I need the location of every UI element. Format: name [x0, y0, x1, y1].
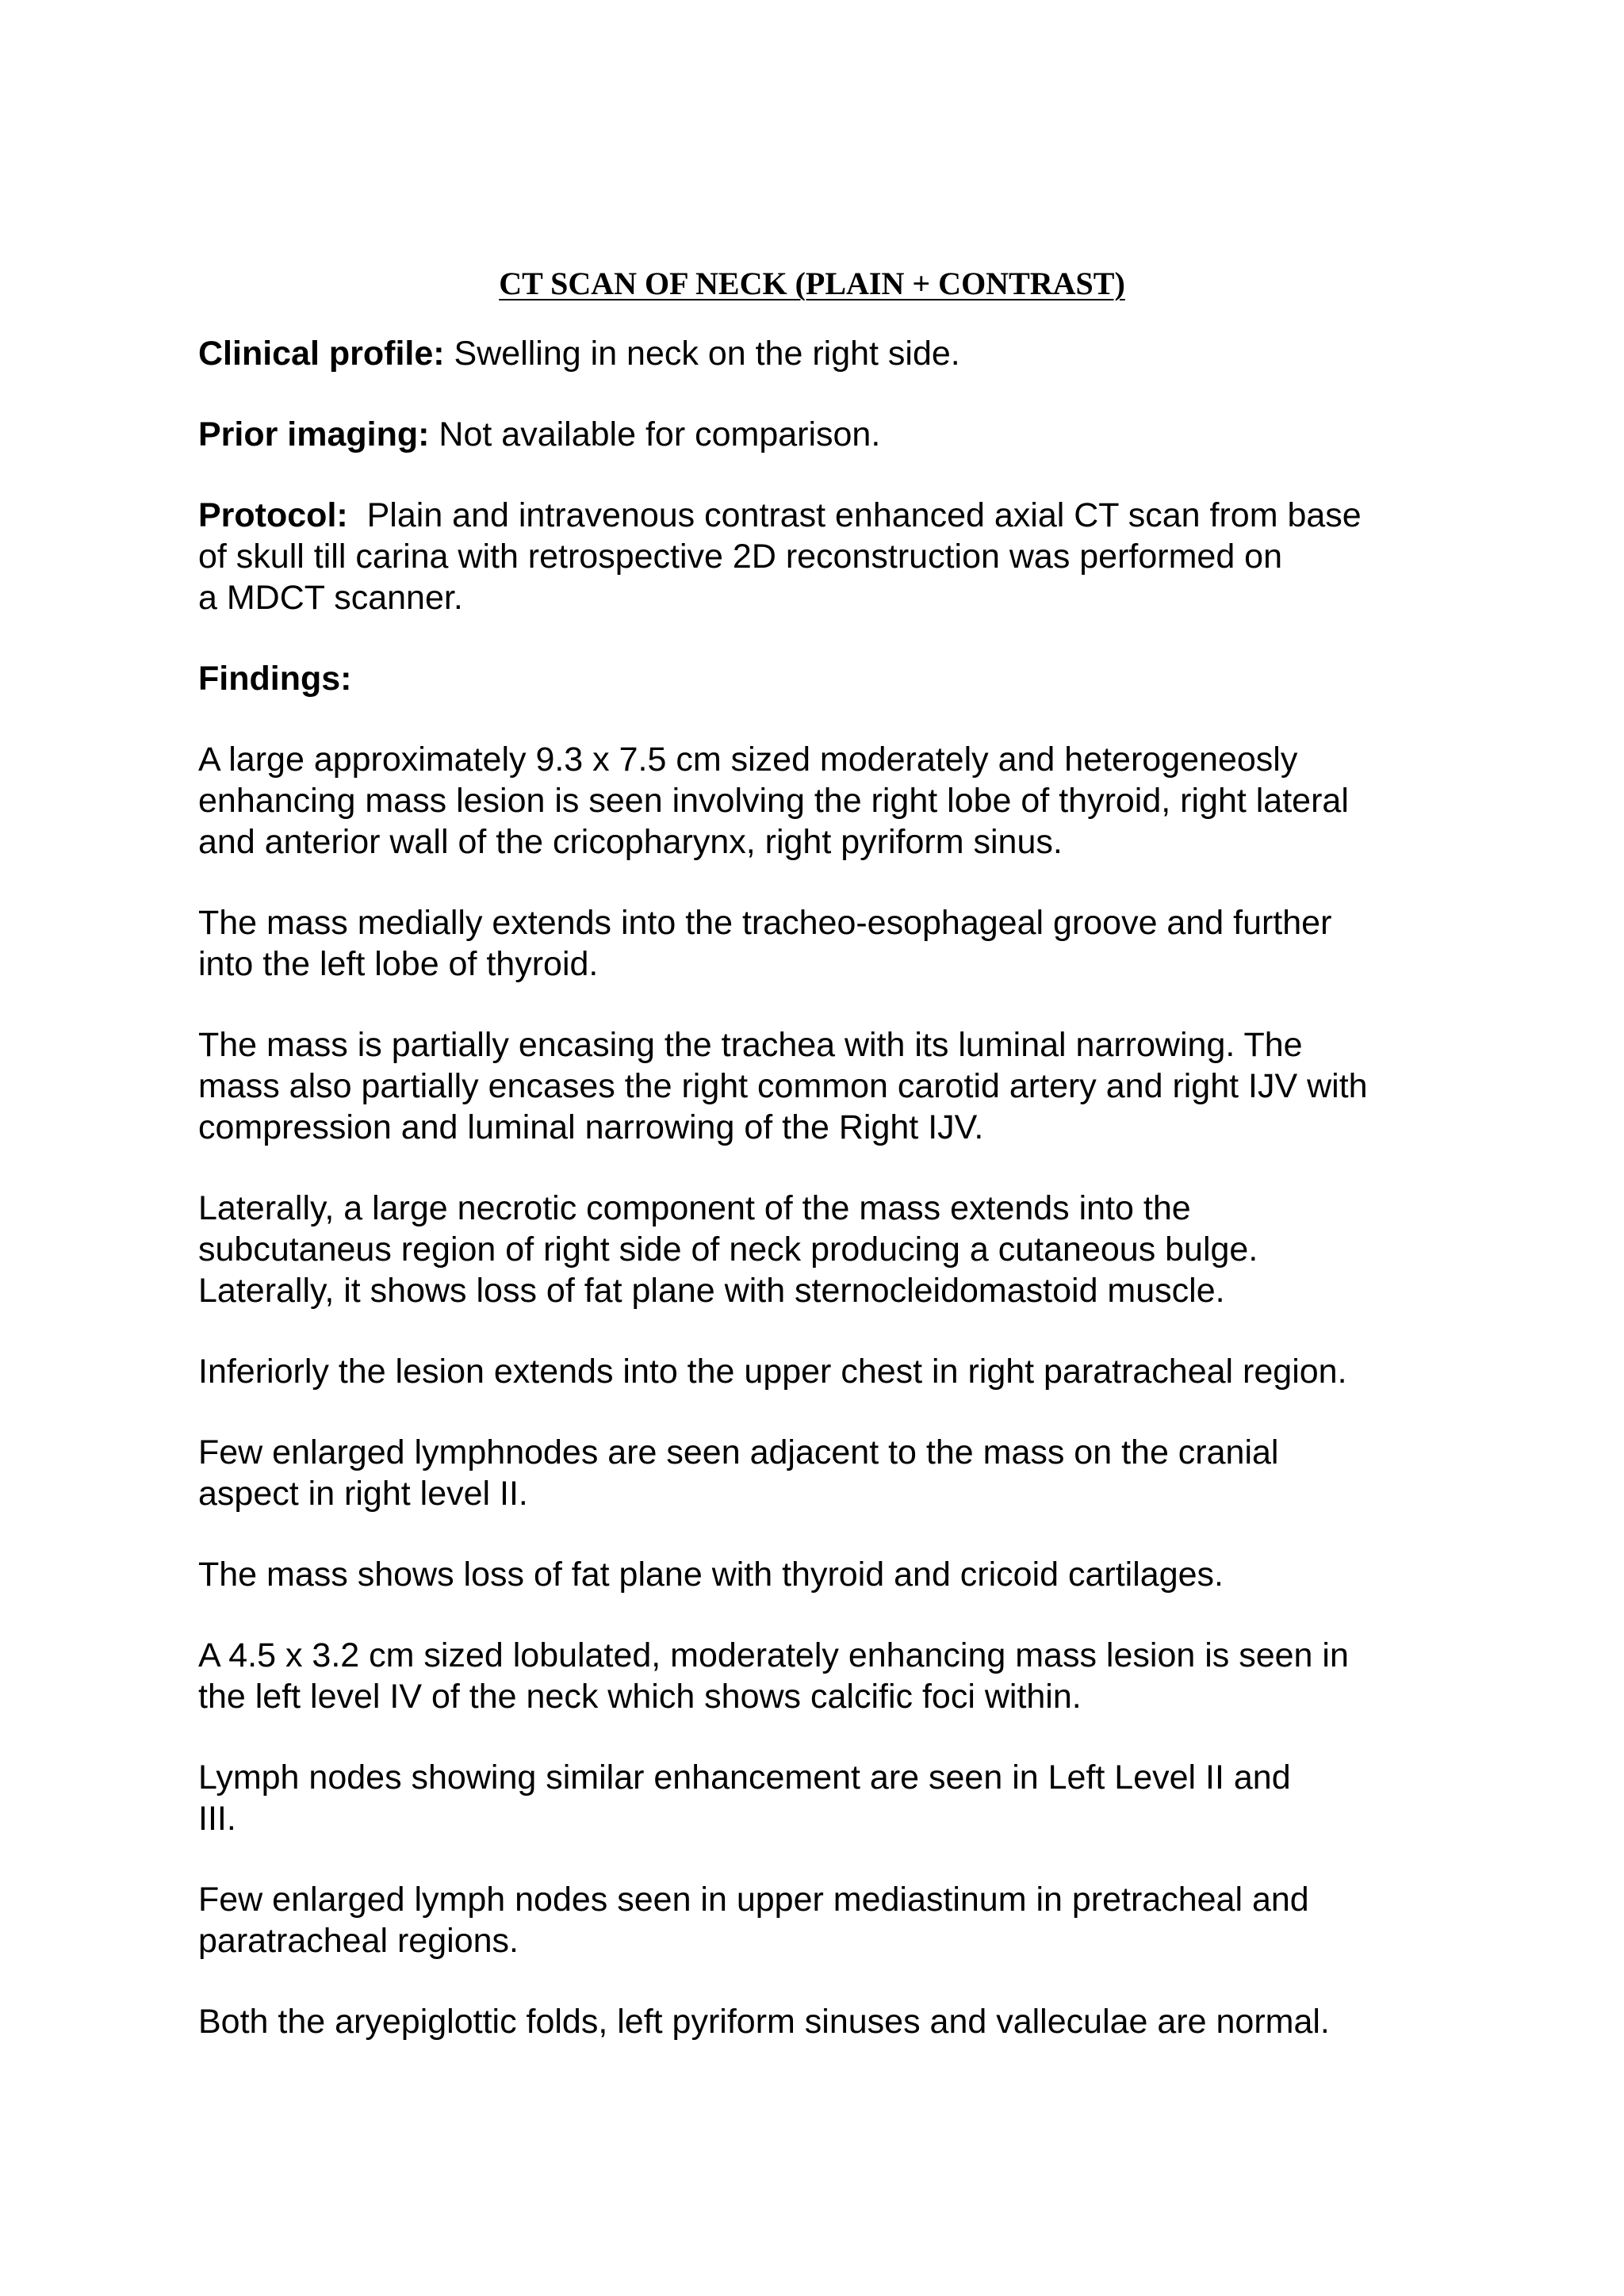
report-title: [0, 265, 1624, 303]
finding-paragraph: [198, 902, 1451, 985]
finding-line: Laterally, a large necrotic component of the mass extends into the: [198, 1189, 1191, 1227]
finding-paragraph: [198, 1351, 1451, 1392]
finding-line: III.: [198, 1800, 236, 1838]
finding-paragraph: [198, 1188, 1451, 1311]
finding-line: aspect in right level II.: [198, 1475, 528, 1513]
prior-imaging-label: Prior imaging:: [198, 415, 430, 453]
finding-line: The mass is partially encasing the trachea with its luminal narrowing. The: [198, 1026, 1303, 1064]
finding-line: Lymph nodes showing similar enhancement are seen in Left Level II and: [198, 1758, 1291, 1797]
clinical-profile-label: Clinical profile:: [198, 335, 445, 373]
finding-paragraph: [198, 1879, 1451, 1961]
findings-heading: Findings:: [198, 660, 352, 698]
finding-paragraph: [198, 2001, 1451, 2042]
finding-paragraph: [198, 739, 1451, 863]
finding-paragraph: [198, 1554, 1451, 1595]
finding-line: and anterior wall of the cricopharynx, right pyriform sinus.: [198, 823, 1063, 861]
protocol: [198, 495, 1451, 618]
finding-paragraph: [198, 1024, 1451, 1148]
finding-line: The mass medially extends into the tracheo-esophageal groove and further: [198, 904, 1332, 942]
finding-line: into the left lobe of thyroid.: [198, 945, 599, 983]
finding-line: paratracheal regions.: [198, 1922, 519, 1960]
finding-line: mass also partially encases the right common carotid artery and right IJV with: [198, 1067, 1368, 1105]
clinical-profile: [198, 333, 1451, 374]
prior-imaging: [198, 414, 1451, 455]
clinical-profile-text: Swelling in neck on the right side.: [444, 335, 960, 373]
finding-line: Both the aryepiglottic folds, left pyriform sinuses and valleculae are normal.: [198, 2003, 1330, 2041]
finding-line: subcutaneus region of right side of neck producing a cutaneous bulge.: [198, 1230, 1258, 1269]
finding-line: A large approximately 9.3 x 7.5 cm sized moderately and heterogeneosly: [198, 740, 1298, 779]
finding-line: compression and luminal narrowing of the Right IJV.: [198, 1108, 984, 1146]
prior-imaging-text: Not available for comparison.: [429, 415, 881, 453]
finding-line: A 4.5 x 3.2 cm sized lobulated, moderately enhancing mass lesion is seen in: [198, 1636, 1349, 1674]
report-body: [198, 333, 1451, 2082]
protocol-line: of skull till carina with retrospective 2D reconstruction was performed on: [198, 538, 1283, 576]
finding-paragraph: [198, 1757, 1451, 1839]
finding-line: Laterally, it shows loss of fat plane with sternocleidomastoid muscle.: [198, 1272, 1225, 1310]
finding-line: The mass shows loss of fat plane with thyroid and cricoid cartilages.: [198, 1556, 1224, 1594]
finding-paragraph: [198, 1635, 1451, 1717]
finding-line: Few enlarged lymph nodes seen in upper mediastinum in pretracheal and: [198, 1881, 1309, 1919]
protocol-label: Protocol:: [198, 496, 348, 534]
protocol-line: Plain and intravenous contrast enhanced axial CT scan from base: [347, 496, 1362, 534]
report-title-text: CT SCAN OF NECK (PLAIN + CONTRAST): [499, 266, 1125, 301]
finding-line: Few enlarged lymphnodes are seen adjacent to the mass on the cranial: [198, 1433, 1279, 1471]
finding-paragraph: [198, 1432, 1451, 1514]
finding-line: enhancing mass lesion is seen involving the right lobe of thyroid, right lateral: [198, 782, 1349, 820]
finding-line: the left level IV of the neck which shows calcific foci within.: [198, 1678, 1082, 1716]
protocol-line: a MDCT scanner.: [198, 579, 463, 617]
finding-line: Inferiorly the lesion extends into the upper chest in right paratracheal region.: [198, 1353, 1347, 1391]
